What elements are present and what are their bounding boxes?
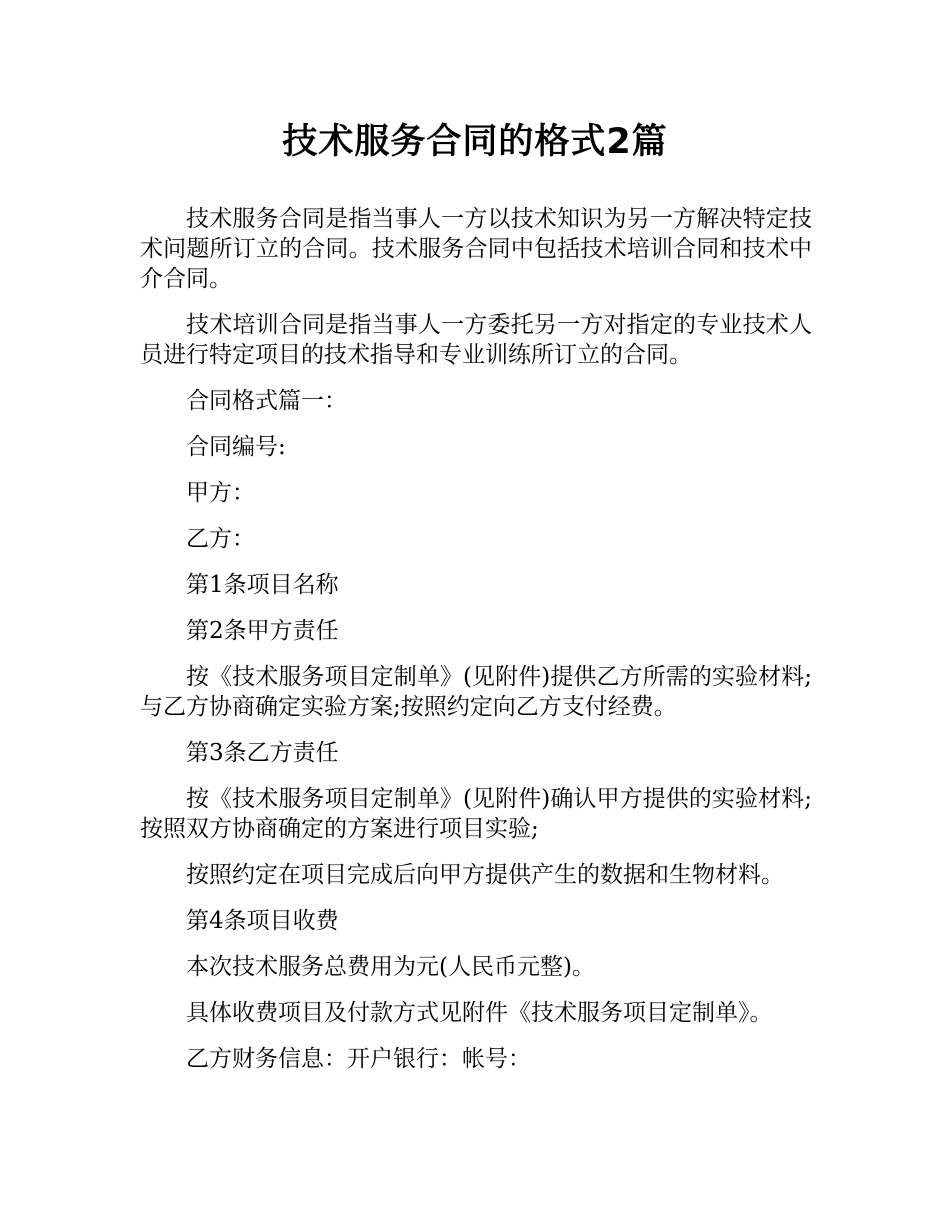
article-2-text: 按《技术服务项目定制单》(见附件)提供乙方所需的实验材料;与乙方协商确定实验方案;按照约定向乙方支付经费。 bbox=[140, 664, 812, 720]
article-4-payment-text: 具体收费项目及付款方式见附件《技术服务项目定制单》。 bbox=[186, 1000, 773, 1026]
party-b-line: 乙方： bbox=[186, 526, 255, 552]
article-4-heading: 第4条项目收费 bbox=[186, 908, 339, 934]
document-title: 技术服务合同的格式2篇 bbox=[282, 122, 668, 162]
paragraph-training-contract: 技术培训合同是指当事人一方委托另一方对指定的专业技术人员进行特定项目的技术指导和专业训练所订立的合同。 bbox=[140, 312, 812, 368]
article-2-heading: 第2条甲方责任 bbox=[186, 618, 339, 644]
article-3-text: 按《技术服务项目定制单》(见附件)确认甲方提供的实验材料;按照双方协商确定的方案进行项目实验; bbox=[140, 786, 812, 842]
section-heading-format-one: 合同格式篇一： bbox=[186, 388, 347, 414]
article-3-heading: 第3条乙方责任 bbox=[186, 740, 339, 766]
article-1-heading: 第1条项目名称 bbox=[186, 572, 339, 598]
document-body bbox=[140, 204, 812, 1090]
contract-number-line: 合同编号: bbox=[186, 434, 286, 460]
paragraph-intro-definition: 技术服务合同是指当事人一方以技术知识为另一方解决特定技术问题所订立的合同。技术服务合同中包括技术培训合同和技术中介合同。 bbox=[140, 206, 812, 292]
party-a-line: 甲方： bbox=[186, 480, 255, 506]
party-b-finance-line: 乙方财务信息：开户银行：帐号： bbox=[186, 1046, 531, 1072]
article-4-fee-text: 本次技术服务总费用为元(人民币元整)。 bbox=[186, 954, 595, 980]
article-3-text-2: 按照约定在项目完成后向甲方提供产生的数据和生物材料。 bbox=[186, 862, 784, 888]
